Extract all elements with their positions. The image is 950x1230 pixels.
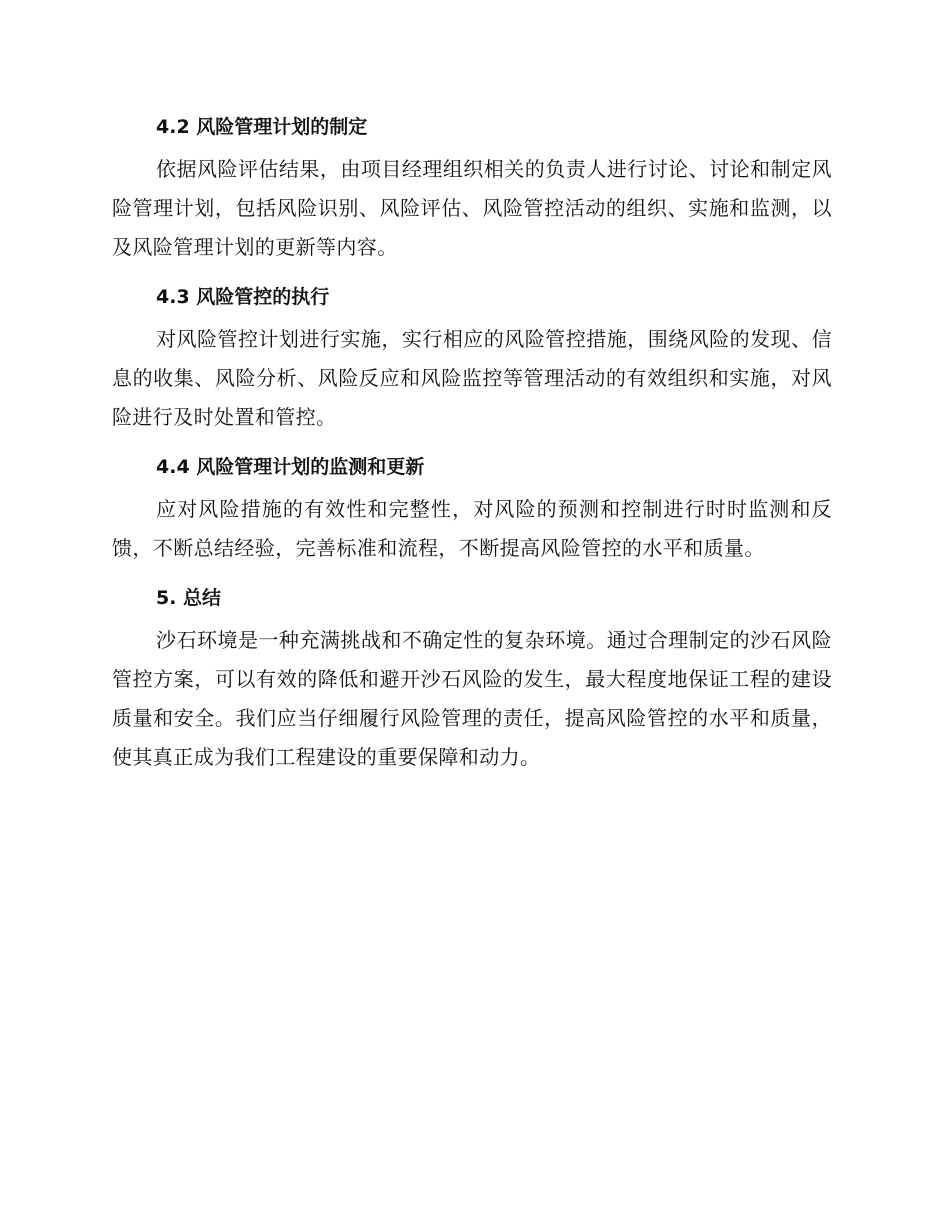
section-4-4 bbox=[112, 448, 832, 568]
section-heading: 4.3 风险管控的执行 bbox=[156, 286, 330, 308]
section-4-2 bbox=[112, 108, 832, 267]
section-heading: 4.2 风险管理计划的制定 bbox=[156, 116, 368, 138]
section-paragraph: 对风险管控计划进行实施，实行相应的风险管控措施，围绕风险的发现、信息的收集、风险分析、风险反应和风险监控等管理活动的有效组织和实施，对风险进行及时处置和管控。 bbox=[112, 327, 832, 429]
section-heading: 4.4 风险管理计划的监测和更新 bbox=[156, 456, 425, 478]
section-heading: 5. 总结 bbox=[156, 587, 222, 609]
document-page bbox=[112, 108, 832, 788]
section-4-3 bbox=[112, 278, 832, 437]
section-paragraph: 依据风险评估结果，由项目经理组织相关的负责人进行讨论、讨论和制定风险管理计划，包括风险识别、风险评估、风险管控活动的组织、实施和监测，以及风险管理计划的更新等内容。 bbox=[112, 157, 832, 259]
section-paragraph: 应对风险措施的有效性和完整性，对风险的预测和控制进行时时监测和反馈，不断总结经验，完善标准和流程，不断提高风险管控的水平和质量。 bbox=[112, 497, 832, 560]
section-5 bbox=[112, 579, 832, 777]
section-paragraph: 沙石环境是一种充满挑战和不确定性的复杂环境。通过合理制定的沙石风险管控方案，可以有效的降低和避开沙石风险的发生，最大程度地保证工程的建设质量和安全。我们应当仔细履行风险管理的责任，提高风险管控的水平和质量，使其真正成为我们工程建设的重要保障和动力。 bbox=[112, 628, 832, 769]
